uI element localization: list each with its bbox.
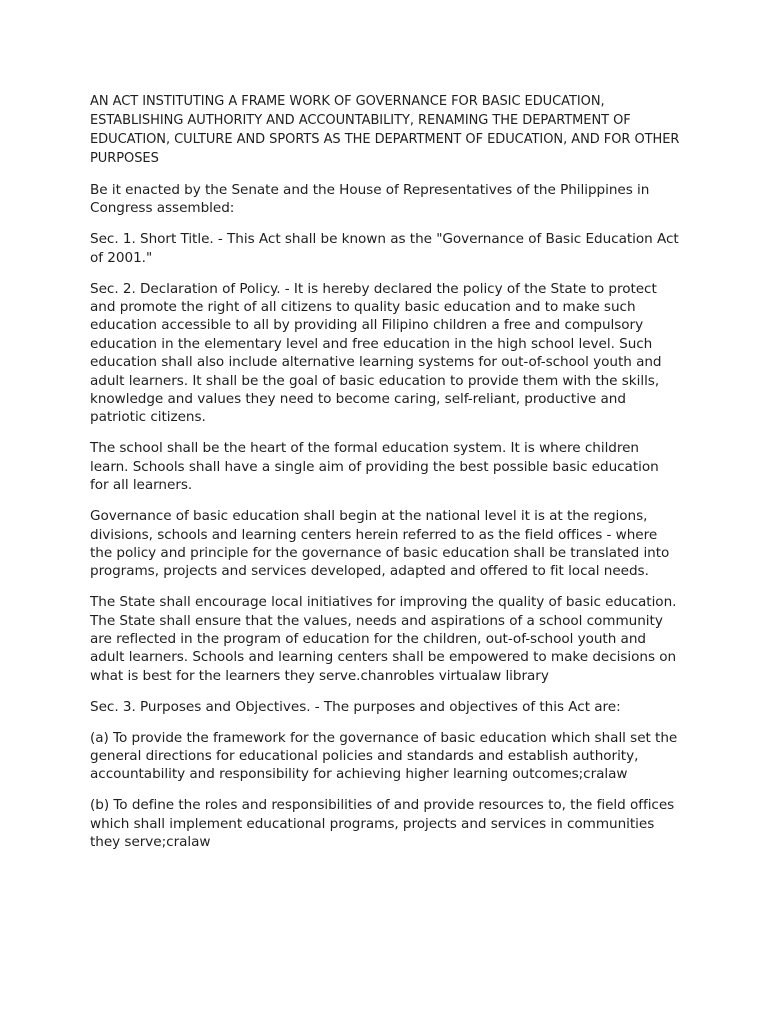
- paragraph-local-initiatives: The State shall encourage local initiatives for improving the quality of basic education. The State shall ensure that the values, needs and aspirations of a school community are reflected in the program of education for the children, out-of-school youth and adult learners. Schools and learning centers shall be empowered to make decisions on what is best for the learners they serve.chanrobles virtualaw library: [90, 594, 677, 684]
- document-page: [90, 92, 680, 864]
- objective-b: (b) To define the roles and responsibilities of and provide resources to, the field offices which shall implement educational programs, projects and services in communities they serve;cralaw: [90, 797, 675, 851]
- enacting-clause: Be it enacted by the Senate and the House of Representatives of the Philippines in Congress assembled:: [90, 182, 650, 217]
- section-1-short-title: Sec. 1. Short Title. - This Act shall be known as the "Governance of Basic Education Act of 2001.": [90, 231, 679, 266]
- section-3-purposes: Sec. 3. Purposes and Objectives. - The purposes and objectives of this Act are:: [90, 698, 621, 715]
- objective-a: (a) To provide the framework for the governance of basic education which shall set the general directions for educational policies and standards and establish authority, accountability and responsibility for achieving higher learning outcomes;cralaw: [90, 729, 678, 783]
- section-2-declaration-of-policy: Sec. 2. Declaration of Policy. - It is hereby declared the policy of the State to protect and promote the right of all citizens to quality basic education and to make such education accessible to all by providing all Filipino children a free and compulsory education in the elementary level and free education in the high school level. Such education shall also include alternative learning systems for out-of-school youth and adult learners. It shall be the goal of basic education to provide them with the skills, knowledge and values they need to become caring, self-reliant, productive and patriotic citizens.: [90, 280, 662, 426]
- act-title: AN ACT INSTITUTING A FRAME WORK OF GOVERNANCE FOR BASIC EDUCATION, ESTABLISHING AUTHORITY AND ACCOUNTABILITY, RENAMING THE DEPARTMENT OF EDUCATION, CULTURE AND SPORTS AS THE DEPARTMENT OF EDUCATION, AND FOR OTHER PURPOSES: [90, 94, 680, 166]
- paragraph-governance: Governance of basic education shall begin at the national level it is at the regions, divisions, schools and learning centers herein referred to as the field offices - where the policy and principle for the governance of basic education shall be translated into programs, projects and services developed, adapted and offered to fit local needs.: [90, 508, 670, 580]
- paragraph-school-heart: The school shall be the heart of the formal education system. It is where children learn. Schools shall have a single aim of providing the best possible basic education for all learners.: [90, 440, 659, 494]
